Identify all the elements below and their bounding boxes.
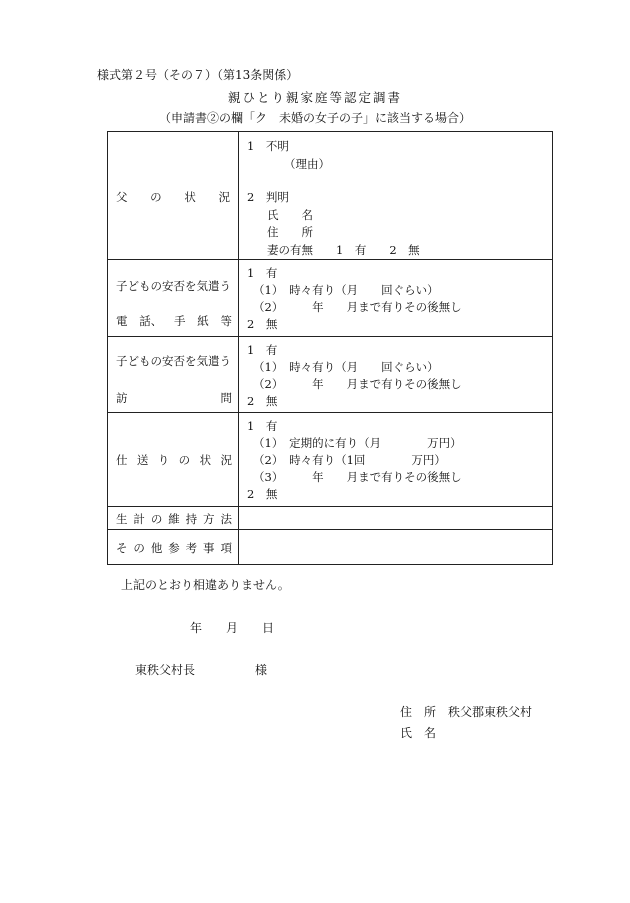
form-subtitle: （申請書②の欄「ク 未婚の女子の子」に該当する場合） [158, 111, 471, 125]
label-char: 手 [174, 314, 186, 328]
label-char: 項 [220, 541, 232, 555]
label-char: 送 [136, 453, 149, 467]
survey-table [107, 131, 553, 565]
applicant-address[interactable]: 住 所 秩父郡東秩父村 [400, 705, 533, 719]
label-char: 計 [133, 512, 145, 526]
label-father-status [108, 132, 239, 260]
label-char: 訪 [116, 391, 128, 405]
label-phone-letters [108, 260, 239, 337]
remit-sometimes: （2） 時々有り（1回 万円） [253, 453, 446, 467]
label-char: 他 [150, 541, 163, 555]
form-title: 親ひとり親家庭等認定調書 [227, 90, 402, 105]
content-remittance[interactable] [239, 413, 553, 507]
label-char: の [178, 453, 191, 467]
label-char: 考 [185, 541, 198, 555]
declaration-text: 上記のとおり相違ありません。 [121, 578, 290, 592]
label-char: 況 [220, 453, 232, 467]
label-char: 状 [184, 190, 196, 204]
label-char: 仕 [116, 453, 128, 467]
label-livelihood [108, 507, 239, 530]
label-char: 父 [116, 190, 128, 204]
row-visits [108, 337, 553, 413]
remit-yes: 1 有 [247, 419, 278, 433]
father-unknown: 1 不明 [247, 139, 289, 153]
applicant-name[interactable]: 氏 名 [400, 726, 437, 740]
label-char: 況 [218, 190, 230, 204]
phone-until: （2） 年 月まで有りその後無し [253, 300, 462, 314]
content-visits[interactable] [239, 337, 553, 413]
label-char: そ [116, 541, 128, 555]
phone-no: 2 無 [247, 317, 278, 331]
date-line[interactable]: 年 月 日 [190, 621, 275, 635]
label-char: 等 [220, 314, 232, 328]
father-name: 氏 名 [267, 208, 313, 222]
label-char: 生 [116, 512, 128, 526]
label-char: 方 [203, 512, 215, 526]
visit-no: 2 無 [247, 394, 278, 408]
mayor-addressee: 東秩父村長 様 [135, 663, 268, 677]
visit-until: （2） 年 月まで有りその後無し [253, 377, 462, 391]
label-visits [108, 337, 239, 413]
form-id: 様式第２号（その７）（第13条関係） [97, 68, 299, 82]
father-address: 住 所 [267, 225, 313, 239]
label-char: 参 [168, 541, 180, 555]
label-char: 状 [199, 453, 212, 467]
father-wife: 妻の有無 1 有 2 無 [267, 243, 420, 257]
remit-until: （3） 年 月まで有りその後無し [253, 470, 462, 484]
label-char: の [133, 541, 145, 555]
father-known: 2 判明 [247, 190, 289, 204]
label-char: り [157, 453, 170, 467]
father-reason: （理由） [284, 157, 330, 171]
remit-no: 2 無 [247, 487, 278, 501]
label-visit-top: 子どもの安否を気遣う [116, 354, 231, 368]
visit-yes: 1 有 [247, 343, 278, 357]
row-remittance [108, 413, 553, 507]
label-char: 法 [220, 512, 232, 526]
row-father-status [108, 132, 553, 260]
content-other-notes[interactable] [239, 530, 553, 565]
visit-sometimes: （1） 時々有り（月 回ぐらい） [253, 360, 439, 374]
row-livelihood [108, 507, 553, 530]
row-phone-letters [108, 260, 553, 337]
label-char: 話、 [139, 314, 163, 328]
row-other-notes [108, 530, 553, 565]
label-char: の [150, 512, 163, 526]
label-char: 電 [116, 314, 128, 328]
label-char: の [150, 190, 162, 204]
label-char: 維 [168, 512, 180, 526]
label-char: 事 [203, 541, 215, 555]
remit-regular: （1） 定期的に有り（月 万円） [253, 436, 462, 450]
content-phone-letters[interactable] [239, 260, 553, 337]
label-remittance [108, 413, 239, 507]
label-char: 紙 [197, 314, 209, 328]
label-char: 問 [220, 391, 232, 405]
phone-yes: 1 有 [247, 266, 278, 280]
label-other-notes [108, 530, 239, 565]
phone-sometimes: （1） 時々有り（月 回ぐらい） [253, 283, 439, 297]
content-livelihood[interactable] [239, 507, 553, 530]
label-phone-top: 子どもの安否を気遣う [116, 279, 231, 293]
label-char: 持 [185, 512, 198, 526]
content-father-status[interactable] [239, 132, 553, 260]
